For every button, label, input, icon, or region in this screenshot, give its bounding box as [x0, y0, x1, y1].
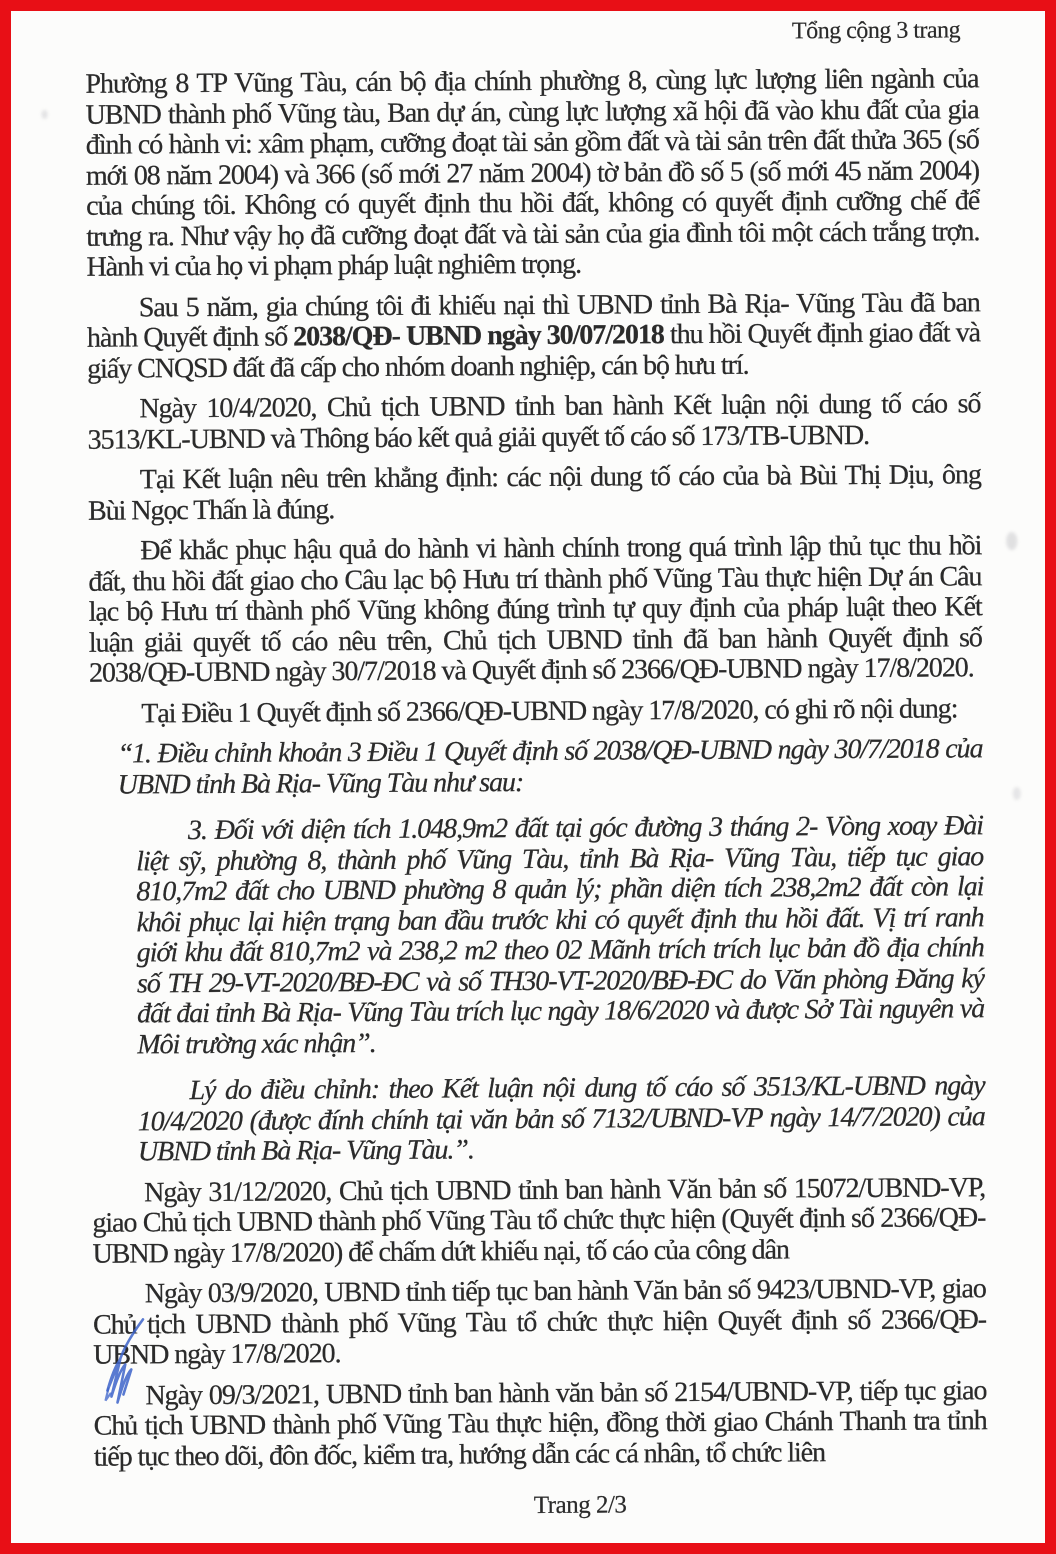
paragraph-3: Ngày 10/4/2020, Chủ tịch UBND tỉnh ban hành Kết luận nội dung tố cáo số 3513/KL-UBND và Thông báo kết quả giải quyết tố cáo số 173/TB-UBND.	[87, 388, 981, 456]
document-body	[85, 64, 987, 1472]
paragraph-6: Tại Điều 1 Quyết định số 2366/QĐ-UBND ngày 17/8/2020, có ghi rõ nội dung:	[141, 692, 958, 729]
paragraph-9-quoted-clause: Lý do điều chỉnh: theo Kết luận nội dung tố cáo số 3513/KL-UBND ngày 10/4/2020 (được đính chính tại văn bản số 7132/UBND-VP ngày 14/7/2020) của UBND tỉnh Bà Rịa- Vũng Tàu.”.	[137, 1070, 985, 1168]
paragraph-5: Để khắc phục hậu quả do hành vi hành chính trong quá trình lập thủ tục thu hồi đất, thu hồi đất giao cho Câu lạc bộ Hưu trí thành phố Vũng Tàu thực hiện Dự án Câu lạc bộ Hưu trí thành phố Vũng không đúng trình tự quy định của pháp luật theo Kết luận giải quyết tố cáo nêu trên, Chủ tịch UBND tỉnh đã ban hành Quyết định số 2038/QĐ-UBND ngày 30/7/2018 và Quyết định số 2366/QĐ-UBND ngày 17/8/2020.	[88, 530, 982, 689]
scan-smudge	[1006, 532, 1017, 550]
page-content	[11, 8, 1054, 1546]
paragraph-12: Ngày 09/3/2021, UBND tỉnh ban hành văn bản số 2154/UBND-VP, tiếp tục giao Chủ tịch UBND thành phố Vũng Tàu thực hiện, đồng thời giao Chánh Thanh tra tỉnh tiếp tục theo dõi, đôn đốc, kiểm tra, hướng dẫn các cá nhân, tổ chức liên	[93, 1374, 987, 1473]
paragraph-1: Phường 8 TP Vũng Tàu, cán bộ địa chính phường 8, cùng lực lượng liên ngành của UBND thành phố Vũng tàu, Ban dự án, cùng lực lượng xã hội đã vào khu đất của gia đình có hành vi: xâm phạm, cưỡng đoạt tài sản gồm đất và tài sản trên đất thửa 365 (số mới 08 năm 2004) và 366 (số mới 27 năm 2004) tờ bản đồ số 5 (số mới 45 năm 2004) của chúng tôi. Không có quyết định thu hồi đất, không có quyết định cưỡng chế để trưng ra. Như vậy họ đã cưỡng đoạt đất và tài sản của gia đình tôi một cách trắng trợn. Hành vi của họ vi phạm pháp luật nghiêm trọng.	[85, 63, 980, 283]
total-pages-note: Tổng cộng 3 trang	[791, 17, 961, 45]
pen-scribble-annotation	[94, 1314, 149, 1412]
paragraph-8-quoted-clause: 3. Đối với diện tích 1.048,9m2 đất tại góc đường 3 tháng 2- Vòng xoay Đài liệt sỹ, phường 8, thành phố Vũng Tàu, tỉnh Bà Rịa- Vũng Tàu, tiếp tục giao 810,7m2 đất cho UBND phường 8 quản lý; phần diện tích 238,2m2 đất còn lại khôi phục lại hiện trạng ban đầu trước khi có quyết định thu hồi đất. Vị trí ranh giới khu đất 810,7m2 và 238,2 m2 theo 02 Mãnh trích trích lục bản đồ địa chính số TH 29-VT-2020/BĐ-ĐC và số TH30-VT-2020/BĐ-ĐC do Văn phòng Đăng ký đất đai tỉnh Bà Rịa- Vũng Tàu trích lục ngày 18/6/2020 và được Sở Tài nguyên và Môi trường xác nhận”.	[136, 810, 985, 1060]
paragraph-10: Ngày 31/12/2020, Chủ tịch UBND tỉnh ban hành Văn bản số 15072/UBND-VP, giao Chủ tịch UBND thành phố Vũng Tàu tổ chức thực hiện (Quyết định số 2366/QĐ-UBND ngày 17/8/2020) để chấm dứt khiếu nại, tố cáo của công dân	[92, 1171, 986, 1270]
page-number: Trang 2/3	[533, 1491, 627, 1519]
paragraph-11: Ngày 03/9/2020, UBND tỉnh tiếp tục ban hành Văn bản số 9423/UBND-VP, giao Chủ tịch UBND thành phố Vũng Tàu tổ chức thực hiện Quyết định số 2366/QĐ-UBND ngày 17/8/2020.	[92, 1273, 987, 1371]
decision-number-bold: 2038/QĐ- UBND ngày 30/07/2018	[293, 319, 664, 353]
paragraph-4: Tại Kết luận nêu trên khẳng định: các nội dung tố cáo của bà Bùi Thị Dịu, ông Bùi Ngọc Thấn là đúng.	[87, 459, 981, 527]
scan-smudge	[42, 110, 48, 119]
paragraph-7-quoted-clause: “1. Điều chỉnh khoản 3 Điều 1 Quyết định số 2038/QĐ-UBND ngày 30/7/2018 của UBND tỉnh Bà Rịa- Vũng Tàu như sau:	[117, 733, 983, 801]
paragraph-2	[87, 288, 981, 385]
paragraph-2-text-pre: Sau 5 năm, gia chúng tôi đi khiếu nại thì UBND tỉnh Bà Rịa- Vũng Tàu đã ban hành Quyết định số	[86, 286, 980, 354]
scan-smudge	[1013, 787, 1021, 800]
paragraph-2-text-post: thu hồi Quyết định giao đất và giấy CNQSD đất đã cấp cho nhóm doanh nghiệp, cán bộ hưu trí.	[87, 317, 981, 385]
